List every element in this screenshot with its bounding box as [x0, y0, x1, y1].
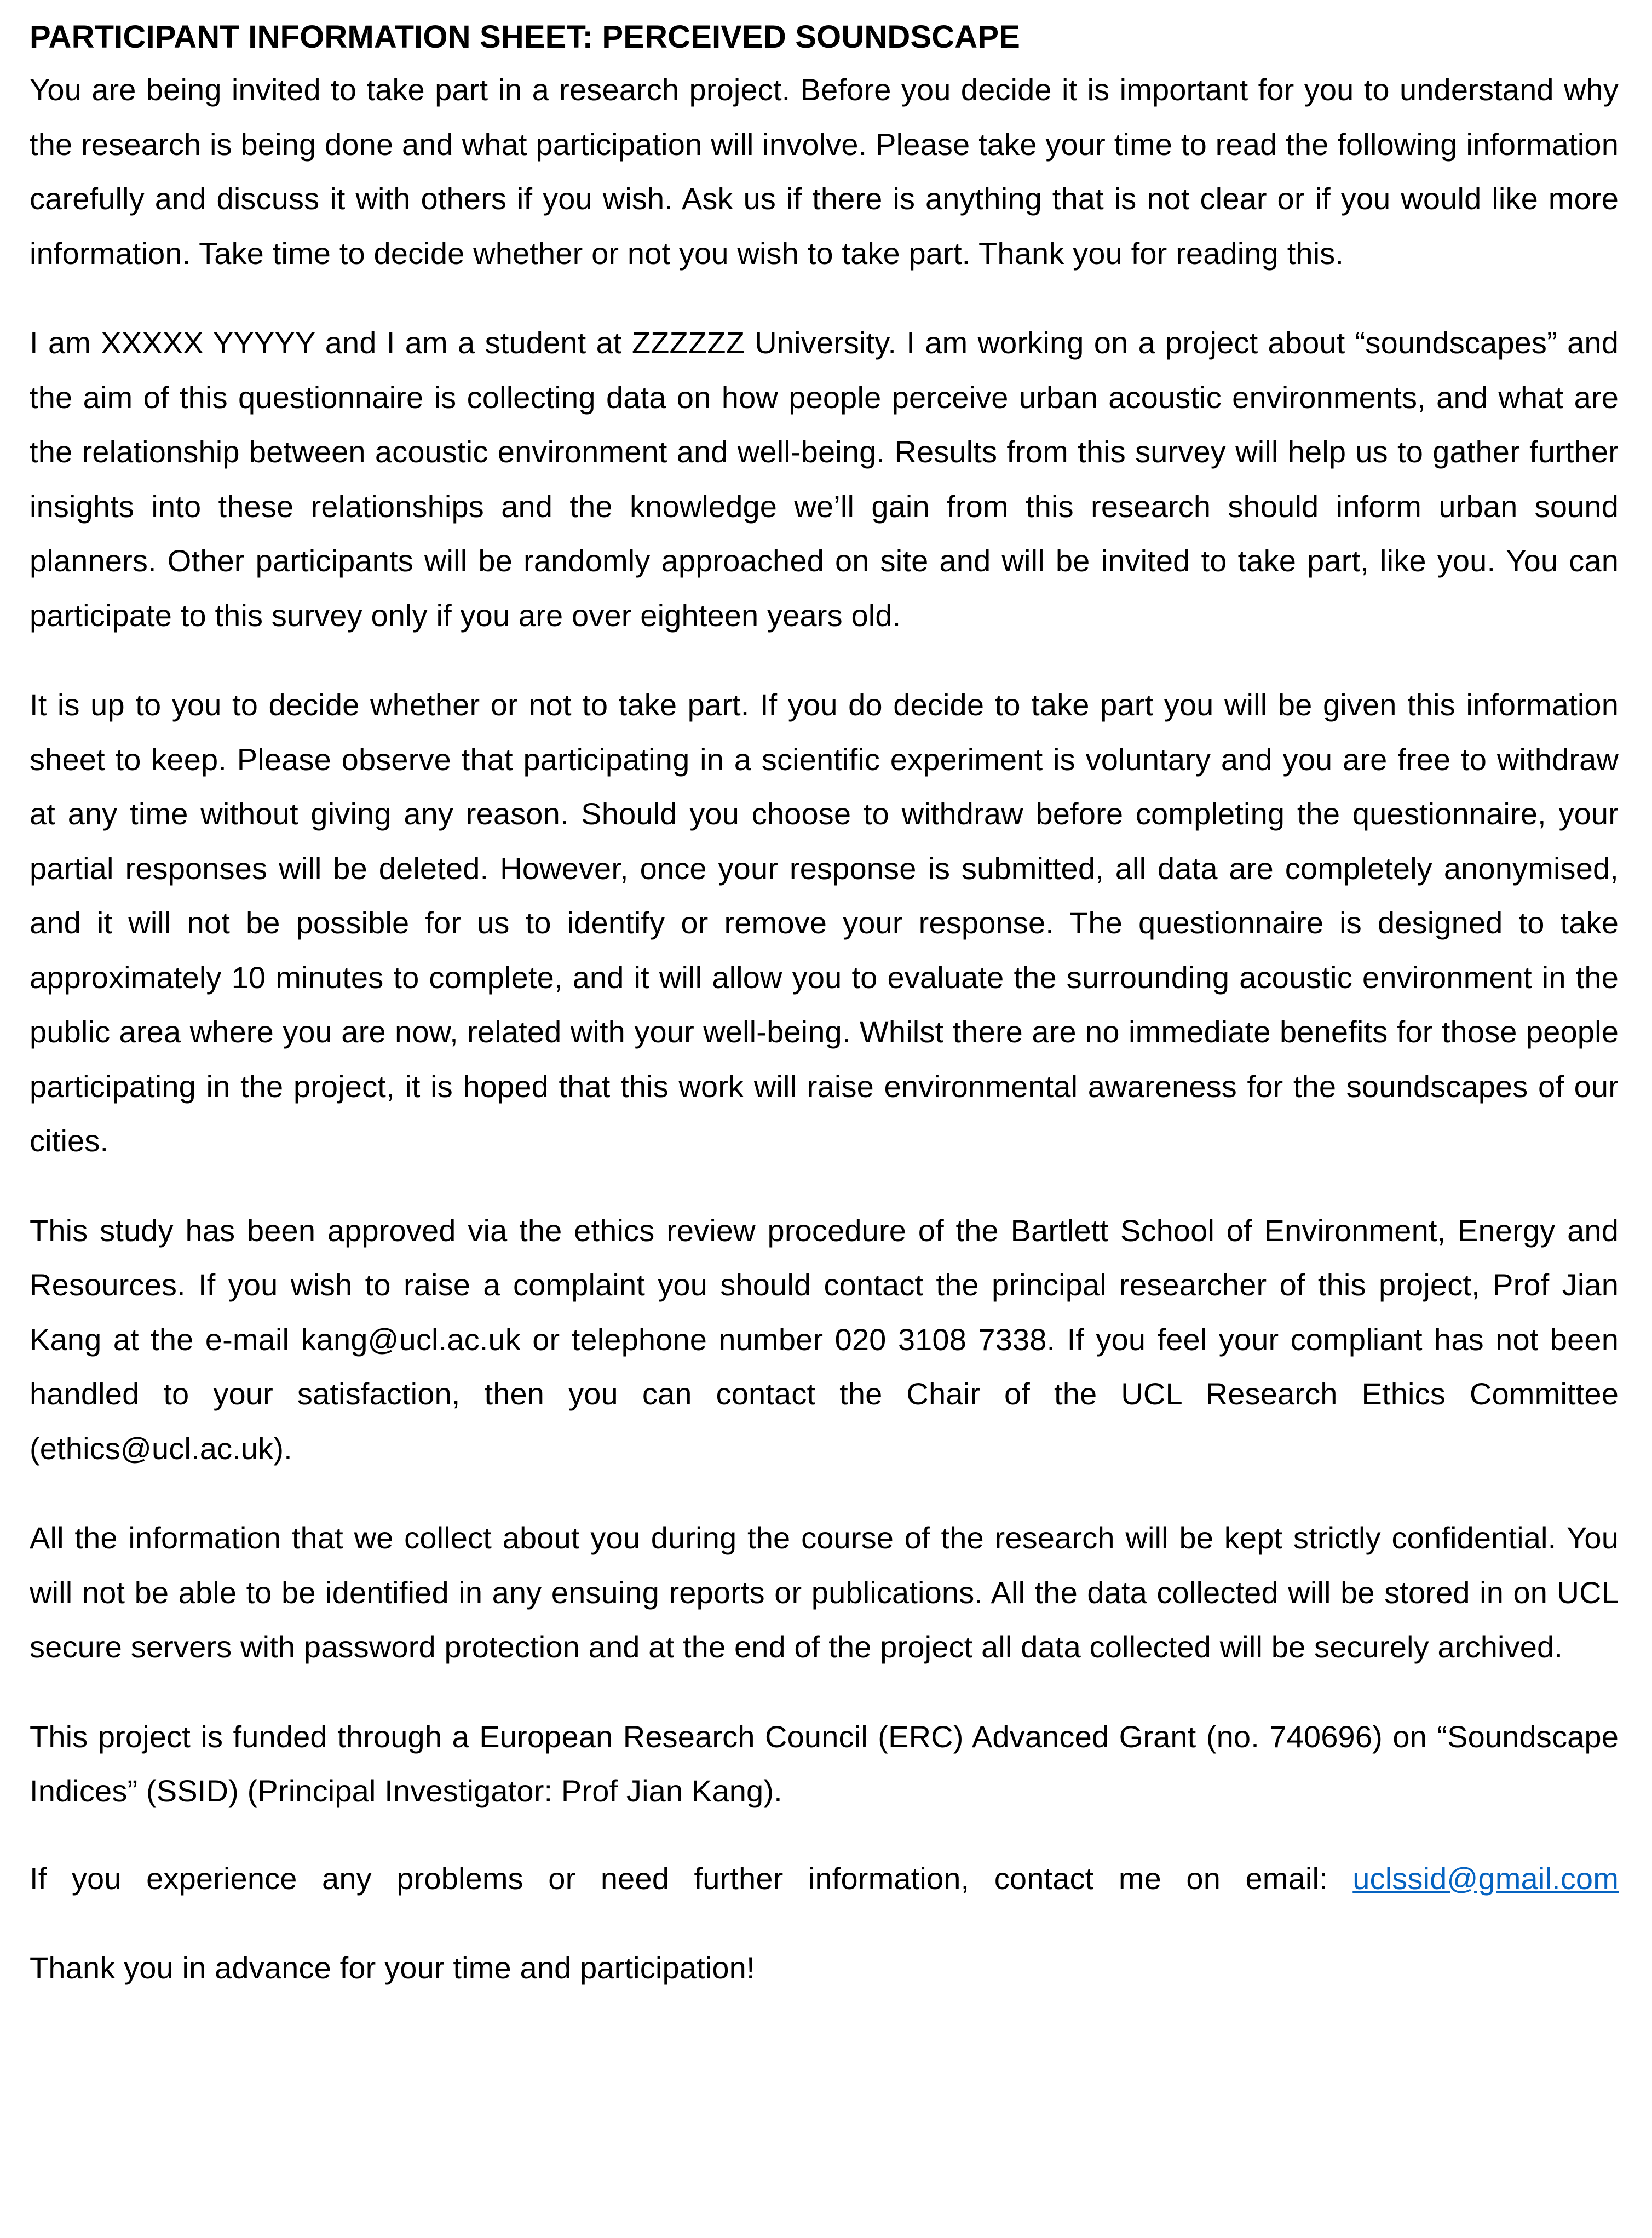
contact-line [30, 1851, 1619, 1906]
paragraph-participation: It is up to you to decide whether or not to take part. If you do decide to take part you will be given this information sheet to keep. Please observe that participating in a scientific experiment is voluntary and you are free to withdraw at any time without giving any reason. Should you choose to withdraw before completing the questionnaire, your partial responses will be deleted. However, once your response is submitted, all data are completely anonymised, and it will not be possible for us to identify or remove your response. The questionnaire is designed to take approximately 10 minutes to complete, and it will allow you to evaluate the surrounding acoustic environment in the public area where you are now, related with your well-being. Whilst there are no immediate benefits for those people participating in the project, it is hoped that this work will raise environmental awareness for the soundscapes of our cities. [30, 687, 1619, 1158]
closing-line: Thank you in advance for your time and participation! [30, 1950, 755, 1985]
paragraph-intro: You are being invited to take part in a research project. Before you decide it is important for you to understand why the research is being done and what participation will involve. Please take your time to read the following information carefully and discuss it with others if you wish. Ask us if there is anything that is not clear or if you would like more information. Take time to decide whether or not you wish to take part. Thank you for reading this. [30, 72, 1619, 271]
paragraph-researcher: I am XXXXX YYYYY and I am a student at ZZZZZZ University. I am working on a project about “soundscapes” and the aim of this questionnaire is collecting data on how people perceive urban acoustic environments, and what are the relationship between acoustic environment and well-being. Results from this survey will help us to gather further insights into these relationships and the knowledge we’ll gain from this research should inform urban sound planners. Other participants will be randomly approached on site and will be invited to take part, like you. You can participate to this survey only if you are over eighteen years old. [30, 325, 1619, 633]
paragraph-funding: This project is funded through a European Research Council (ERC) Advanced Grant (no. 740696) on “Soundscape Indices” (SSID) (Principal Investigator: Prof Jian Kang). [30, 1719, 1619, 1808]
contact-text: If you experience any problems or need further information, contact me on email: [30, 1861, 1353, 1896]
contact-email-link[interactable]: uclssid@gmail.com [1352, 1861, 1619, 1896]
info-sheet [30, 12, 1619, 1995]
page-title: PARTICIPANT INFORMATION SHEET: PERCEIVED SOUNDSCAPE [30, 19, 1020, 55]
paragraph-ethics: This study has been approved via the ethics review procedure of the Bartlett School of Environment, Energy and Resources. If you wish to raise a complaint you should contact the principal researcher of this project, Prof Jian Kang at the e-mail kang@ucl.ac.uk or telephone number 020 3108 7338. If you feel your compliant has not been handled to your satisfaction, then you can contact the Chair of the UCL Research Ethics Committee (ethics@ucl.ac.uk). [30, 1213, 1619, 1466]
paragraph-confidentiality: All the information that we collect about you during the course of the research will be kept strictly confidential. You will not be able to be identified in any ensuing reports or publications. All the data collected will be stored in on UCL secure servers with password protection and at the end of the project all data collected will be securely archived. [30, 1520, 1619, 1664]
